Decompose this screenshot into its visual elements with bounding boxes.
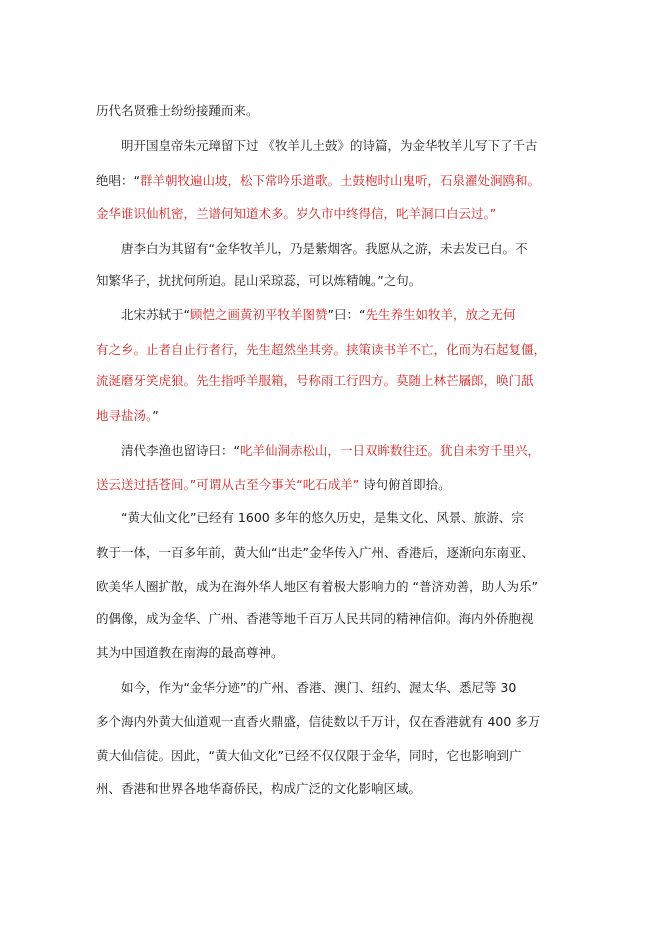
text-segment: 清代李渔也留诗曰：“ [121,443,240,458]
text-line [96,103,576,119]
text-segment: 地寻盐汤。 [96,408,153,423]
text-line [96,781,576,797]
text-segment: ” [489,206,497,221]
text-line [121,443,601,459]
text-segment: 明开国皇帝朱元璋留下过 《牧羊儿土鼓》的诗篇，为金华牧羊儿写下了千古 [121,138,538,153]
text-line [96,273,576,289]
text-segment: 诗句俯首即拾。 [359,477,451,492]
text-line [96,342,576,358]
text-line [96,545,576,561]
text-line [96,408,576,424]
text-line [121,680,601,696]
text-line [96,373,576,389]
text-segment: 有之乡。止者自止行者行，先生超然坐其旁。挟策读书羊不亡，化而为石起复僵， [96,342,547,357]
text-segment: 流涎磨牙笑虎狼。先生指呼羊服箱，号称雨工行四方。莫随上林芒屩郎，唤门舐 [96,373,534,388]
text-segment: 的偶像，成为金华、广州、香港等地千百万人民共同的精神信仰。海内外侨胞视 [96,611,534,626]
text-segment: 其为中国道教在南海的最高尊神。 [96,645,284,660]
text-segment: 送云送过括苍间。”可谓从古至今事关“叱石成羊” [96,477,360,492]
text-segment: 金华谁识仙机密，兰谱何知道术多。岁久市中终得信，叱羊洞口白云过。 [96,206,490,221]
text-segment: 黄大仙信徒。因此，“黄大仙文化”已经不仅仅限于金华，同时，它也影响到广 [96,748,522,763]
text-segment: 多个海内外黄大仙道观一直香火鼎盛，信徒数以千万计，仅在香港就有 400 多万 [96,714,541,729]
text-line [96,611,576,627]
text-line [121,138,601,154]
text-segment: ”曰：“ [327,307,366,322]
text-line [96,714,576,730]
text-segment: “黄大仙文化”已经有 1600 多年的悠久历史，是集文化、风景、旅游、宗 [121,510,524,525]
text-line [96,477,576,493]
text-segment: 群羊朝牧遍山坡，松下常吟乐道歌。土鼓枹时山鬼听，石泉濯处涧鸥和。 [139,173,540,188]
text-segment: 教于一体，一百多年前，黄大仙“出走”金华传入广州、香港后，逐渐向东南亚、 [96,545,534,560]
text-segment: 绝唱：“ [96,173,140,188]
text-segment: 叱羊仙洞赤松山，一日双眸数往还。犹自未穷千里兴， [239,443,540,458]
text-line [96,748,576,764]
text-segment: 知繁华子，扰扰何所迫。昆山采琼蕊，可以炼精魄。”之句。 [96,273,422,288]
text-line [121,307,601,323]
text-line [96,579,576,595]
text-segment: 历代名贤雅士纷纷接踵而来。 [96,103,259,118]
text-line [121,241,601,257]
text-segment: 州、香港和世界各地华裔侨民，构成广泛的文化影响区域。 [96,781,422,796]
text-segment: 唐李白为其留有“金华牧羊儿，乃是紫烟客。我愿从之游，未去发已白。不 [121,241,528,256]
text-line [121,510,601,526]
text-segment: 北宋苏轼于“ [121,307,190,322]
text-segment: 欧美华人圈扩散，成为在海外华人地区有着极大影响力的 “普济劝善，助人为乐” [96,579,538,594]
text-segment: ” [152,408,159,423]
text-segment: 如今，作为“金华分迹”的广州、香港、澳门、纽约、渥太华、悉尼等 30 [121,680,517,695]
text-line [96,645,576,661]
text-line [96,173,576,189]
text-line [96,206,576,222]
text-segment: 先生养生如牧羊，放之无何 [365,307,516,322]
text-segment: 顾恺之画黄初平牧羊图赞 [189,307,328,322]
